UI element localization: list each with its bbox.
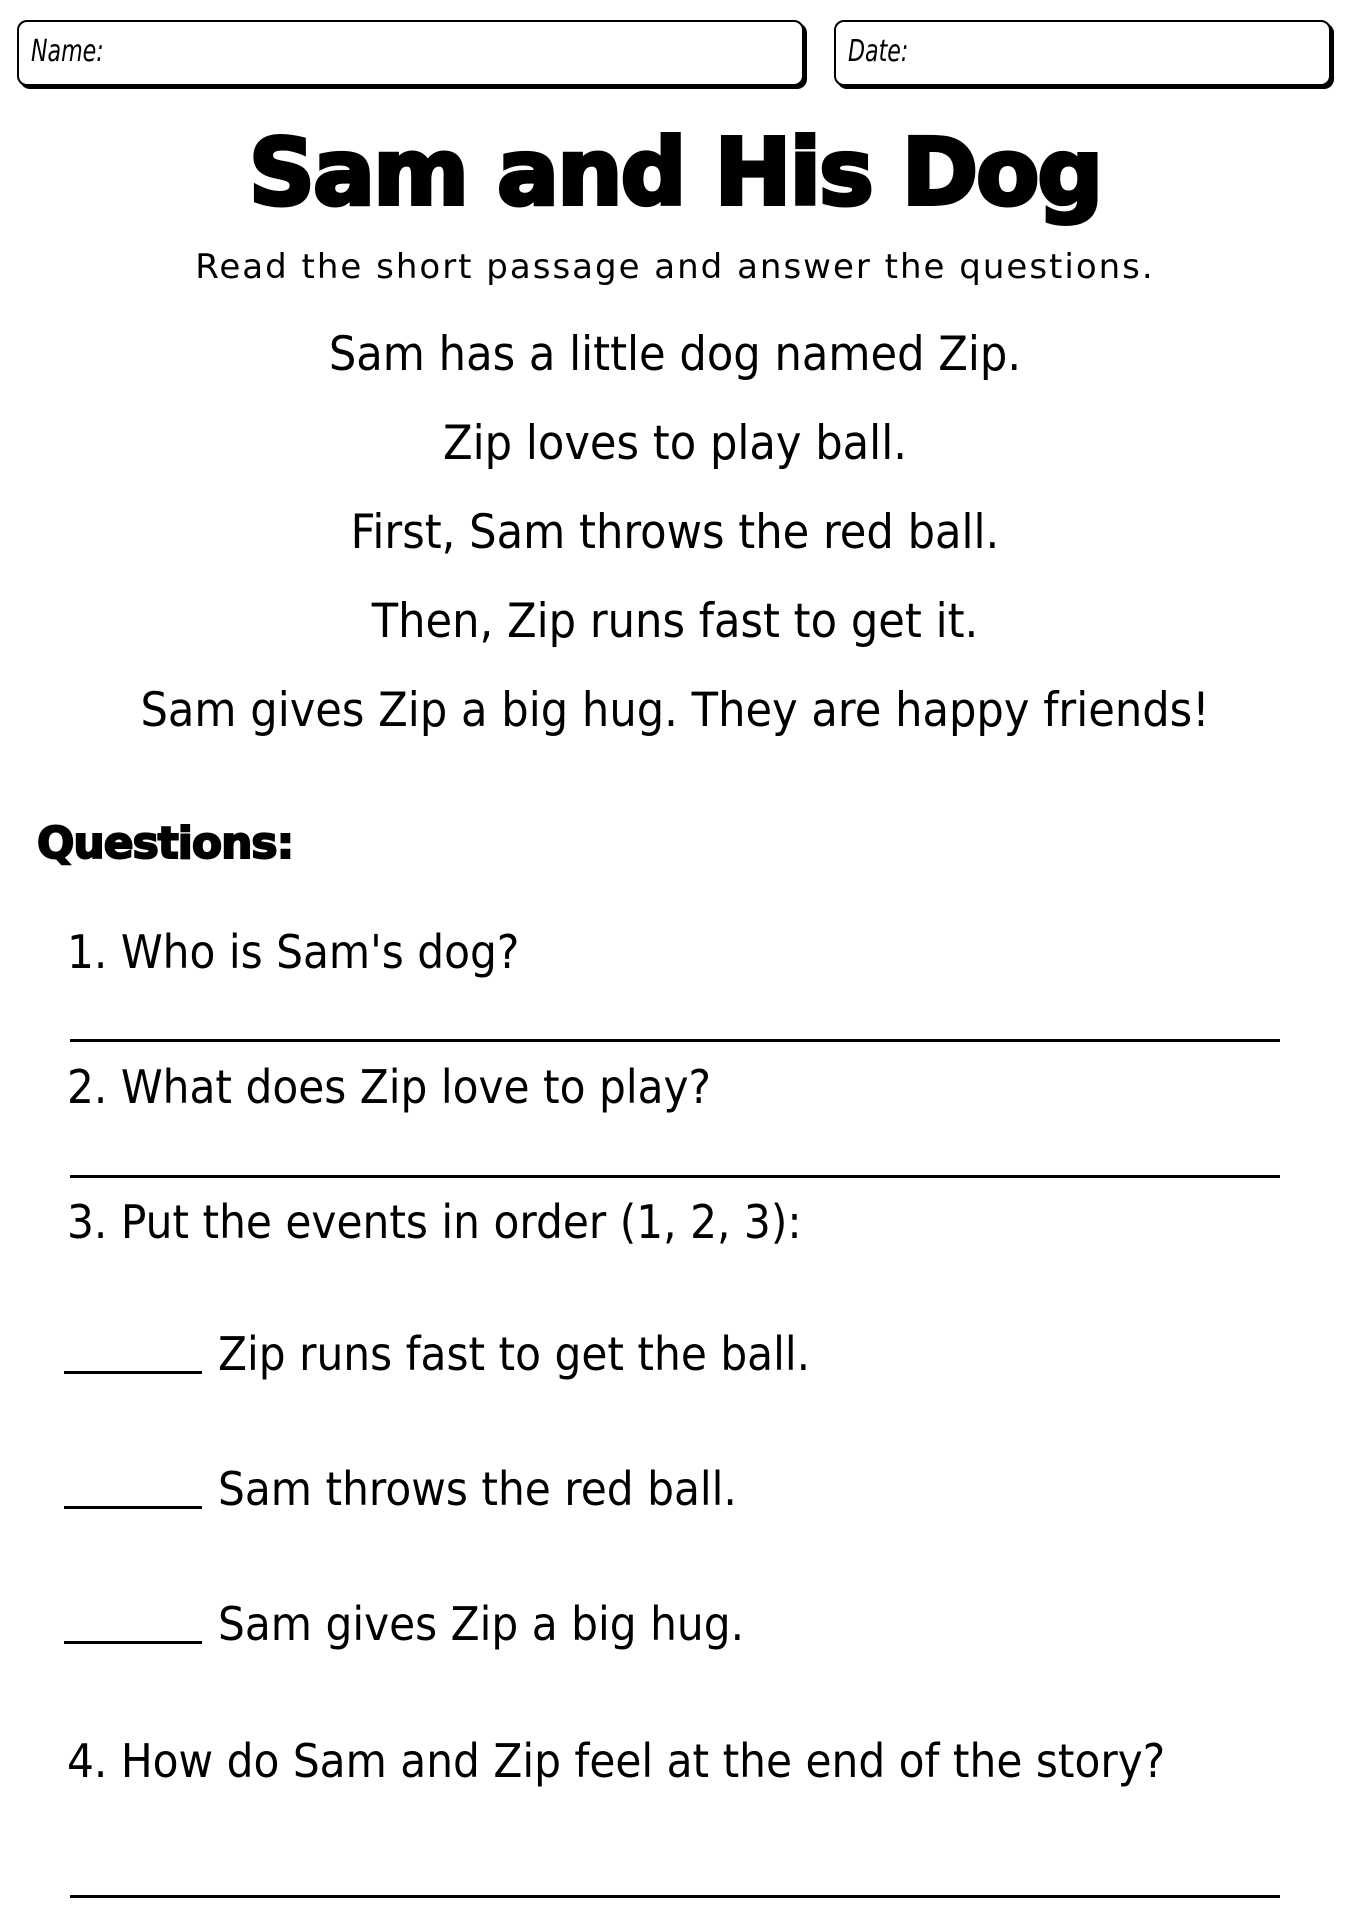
question-2: 2. What does Zip love to play? (67, 1060, 712, 1114)
order-blank-2[interactable] (64, 1506, 202, 1509)
passage-line: Sam gives Zip a big hug. They are happy friends! (140, 683, 1210, 738)
name-field[interactable] (17, 20, 804, 86)
answer-line-1[interactable] (70, 1039, 1280, 1042)
date-label: Date: (848, 34, 909, 69)
passage-line: Zip loves to play ball. (443, 416, 907, 471)
instructions: Read the short passage and answer the questions. (195, 247, 1155, 287)
page-title: Sam and His Dog (248, 119, 1102, 226)
order-blank-1[interactable] (64, 1371, 202, 1374)
passage-line: Sam has a little dog named Zip. (328, 327, 1022, 382)
order-item: Sam throws the red ball. (64, 1459, 782, 1519)
passage-line: First, Sam throws the red ball. (350, 505, 1000, 560)
question-4: 4. How do Sam and Zip feel at the end of the story? (67, 1734, 1166, 1788)
passage-line: Then, Zip runs fast to get it. (371, 594, 979, 649)
answer-line-4[interactable] (70, 1895, 1280, 1898)
order-item: Zip runs fast to get the ball. (64, 1324, 862, 1384)
questions-heading: Questions: (37, 818, 294, 869)
question-1: 1. Who is Sam's dog? (67, 925, 520, 979)
date-field[interactable] (834, 20, 1331, 86)
question-3: 3. Put the events in order (1, 2, 3): (67, 1195, 802, 1249)
answer-line-2[interactable] (70, 1175, 1280, 1178)
order-item: Sam gives Zip a big hug. (64, 1594, 790, 1654)
order-blank-3[interactable] (64, 1641, 202, 1644)
name-label: Name: (31, 34, 104, 69)
